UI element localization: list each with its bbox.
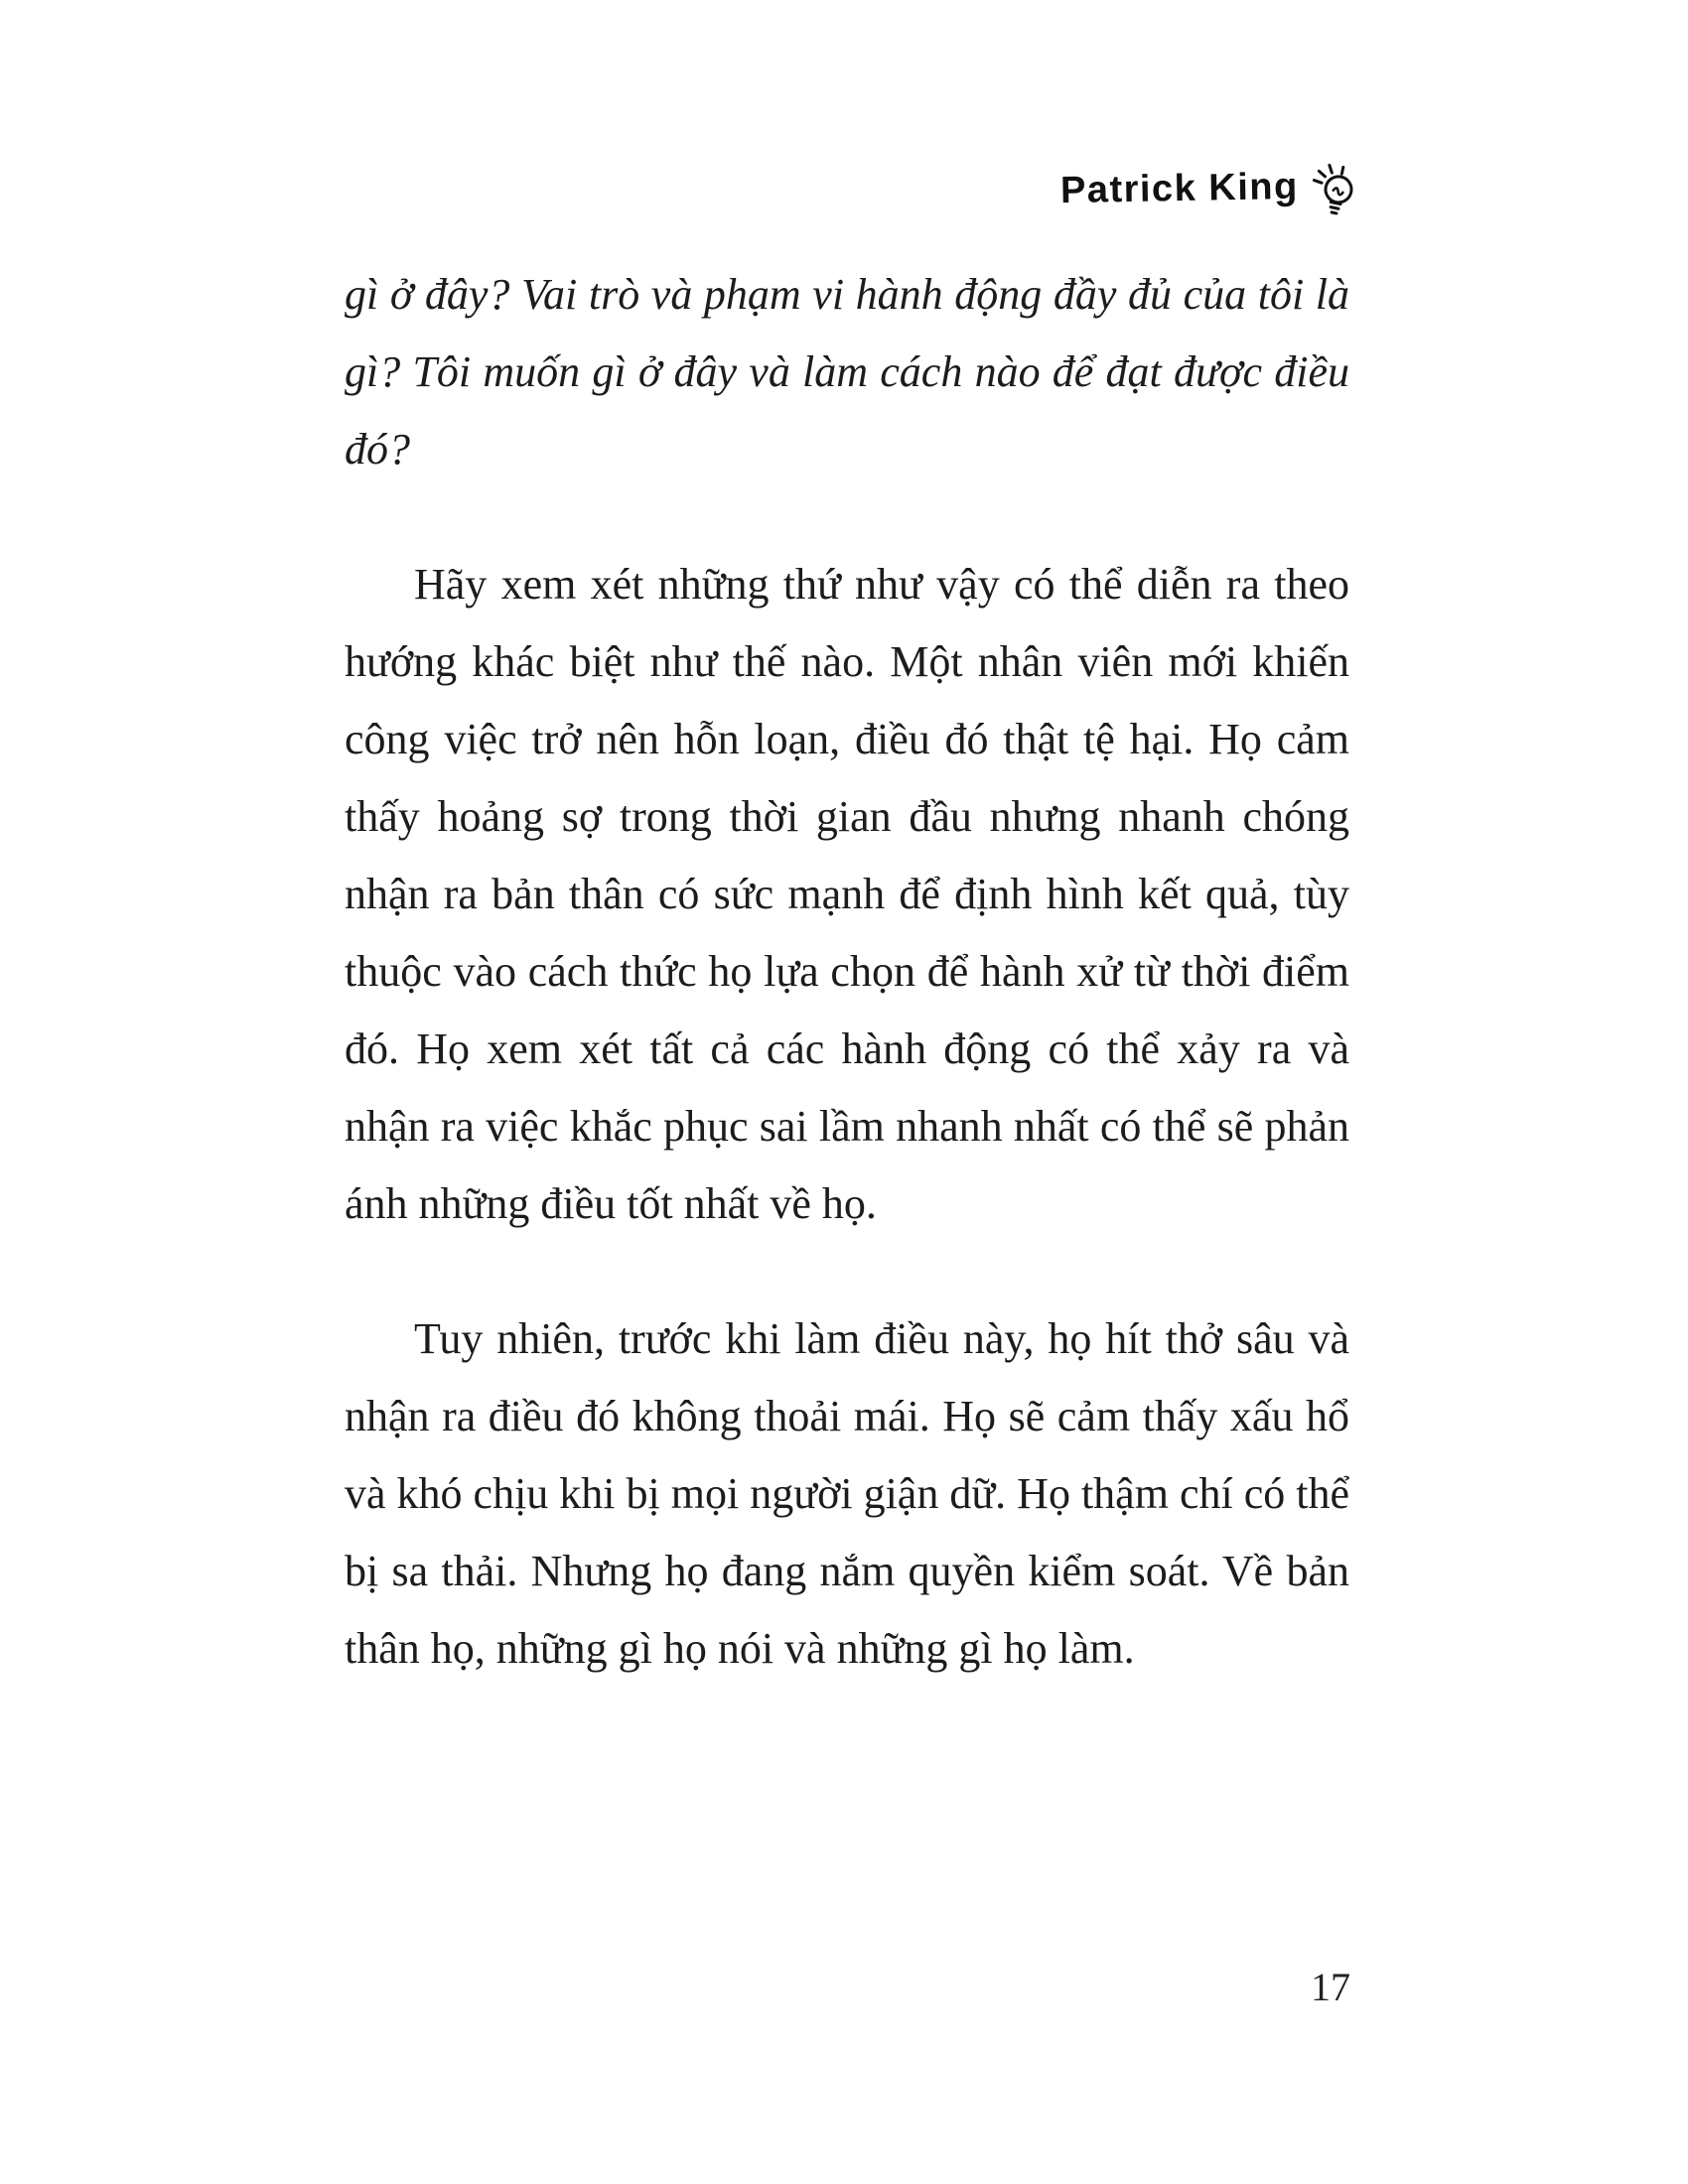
- page-number: 17: [1311, 1965, 1350, 2009]
- paragraph-body-2: Tuy nhiên, trước khi làm điều này, họ hít thở sâu và nhận ra điều đó không thoải mái. Họ sẽ cảm thấy xấu hổ và khó chịu khi bị mọi người giận dữ. Họ thậm chí có thể bị sa thải. Nhưng họ đang nắm quyền kiểm soát. Về bản thân họ, những gì họ nói và những gì họ làm.: [345, 1314, 1349, 1673]
- page-text-block: [345, 256, 1349, 1745]
- lightbulb-icon: [1302, 158, 1365, 227]
- page-header: [1060, 159, 1360, 219]
- paragraph-body-1: Hãy xem xét những thứ như vậy có thể diễn ra theo hướng khác biệt như thế nào. Một nhân viên mới khiến công việc trở nên hỗn loạn, điều đó thật tệ hại. Họ cảm thấy hoảng sợ trong thời gian đầu nhưng nhanh chóng nhận ra bản thân có sức mạnh để định hình kết quả, tùy thuộc vào cách thức họ lựa chọn để hành xử từ thời điểm đó. Họ xem xét tất cả các hành động có thể xảy ra và nhận ra việc khắc phục sai lầm nhanh nhất có thể sẽ phản ánh những điều tốt nhất về họ.: [345, 560, 1349, 1228]
- author-name: Patrick King: [1059, 165, 1300, 212]
- paragraph-italic-lead: gì ở đây? Vai trò và phạm vi hành động đầy đủ của tôi là gì? Tôi muốn gì ở đây và làm cách nào để đạt được điều đó?: [345, 270, 1349, 474]
